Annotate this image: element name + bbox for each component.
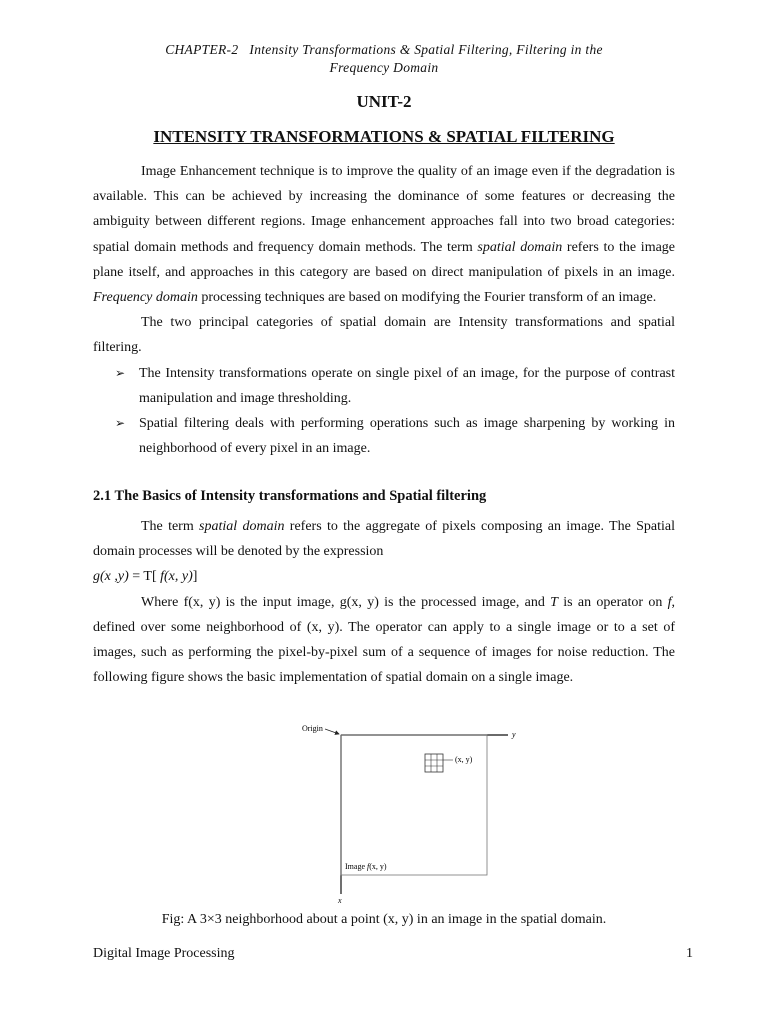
section-p1-text-b: refers to the aggregate of pixels composing an image. The Spatial domain processes will be denoted by the expression xyxy=(93,519,676,560)
formula xyxy=(93,564,675,589)
running-head-line1: CHAPTER-2 Intensity Transformations & Spatial Filtering, Filtering in the xyxy=(165,42,603,57)
bullet-text-2: Spatial filtering deals with performing operations such as image sharpening by working in neighborhood of every pixel in an image. xyxy=(139,416,675,457)
intro-p1-text-b: refers to the image plane itself, and approaches in this category are based on direct manipulation of pixels in an image. xyxy=(93,239,676,280)
neighborhood-grid xyxy=(425,754,443,772)
running-head xyxy=(80,41,688,77)
section-paragraph-2 xyxy=(93,590,675,691)
section-p1-text-a: The term xyxy=(141,519,200,534)
x-axis-label: x xyxy=(338,896,342,905)
intro-p1-emphasis-spatial: spatial domain xyxy=(477,239,563,255)
intro-paragraph-1 xyxy=(93,159,675,310)
figure-caption: Fig: A 3×3 neighborhood about a point (x, y) in an image in the spatial domain. xyxy=(161,912,607,927)
intro-paragraph-2: The two principal categories of spatial domain are Intensity transformations and spatial filtering. xyxy=(93,315,675,356)
intro-section xyxy=(93,159,675,461)
formula-argument: f(x, y) xyxy=(160,569,193,585)
chapter-title: INTENSITY TRANSFORMATIONS & SPATIAL FILTERING xyxy=(153,127,615,146)
page-number: 1 xyxy=(686,946,693,961)
point-label: (x, y) xyxy=(455,755,473,764)
arrow-bullet-icon: ➢ xyxy=(115,416,126,431)
operator-t: T xyxy=(550,594,558,610)
arrow-bullet-icon: ➢ xyxy=(115,365,126,380)
bullet-item-2 xyxy=(93,411,675,461)
footer-title: Digital Image Processing xyxy=(93,946,235,961)
origin-label: Origin xyxy=(302,724,323,733)
section-heading-2-1: 2.1 The Basics of Intensity transformations and Spatial filtering xyxy=(93,488,487,504)
section-2-1-body xyxy=(93,514,675,690)
section-p2-text-c: , defined over some neighborhood of (x, y). The operator can apply to a single image or to a set of images, such as performing the pixel-by-pixel sum of a sequence of images for noise reduction. The following figure shows the basic implementation of spatial domain on a single image. xyxy=(93,594,676,686)
formula-lhs: g(x ,y) xyxy=(93,569,129,585)
spatial-domain-figure xyxy=(296,718,528,908)
y-axis-label: y xyxy=(512,730,516,739)
formula-close: ] xyxy=(192,569,198,585)
intro-p1-text-c: processing techniques are based on modifying the Fourier transform of an image. xyxy=(197,290,657,306)
figure-diagram xyxy=(296,718,528,908)
section-p2-text-a: Where f(x, y) is the input image, g(x, y) is the processed image, and xyxy=(141,594,551,610)
bullet-item-1 xyxy=(93,361,675,411)
unit-title: UNIT-2 xyxy=(356,92,412,111)
origin-pointer xyxy=(325,729,339,734)
image-label: Image f(x, y) xyxy=(345,862,387,871)
function-f: f xyxy=(667,594,672,610)
section-p1-emphasis: spatial domain xyxy=(199,519,285,534)
running-head-line2: Frequency Domain xyxy=(329,60,439,75)
formula-operator: = T[ xyxy=(128,569,161,585)
section-paragraph-1 xyxy=(93,514,675,564)
bullet-text-1: The Intensity transformations operate on single pixel of an image, for the purpose of contrast manipulation and image thresholding. xyxy=(139,365,675,406)
intro-p1-emphasis-frequency: Frequency domain xyxy=(93,290,198,306)
intro-p1-text-a: Image Enhancement technique is to improve the quality of an image even if the degradation is available. This can be achieved by increasing the dominance of some features or decreasing the ambiguity between different regions. Image enhancement approaches fall into two broad categories: spatial domain methods and frequency domain methods. The term xyxy=(93,164,675,255)
section-p2-text-b: is an operator on xyxy=(557,594,668,610)
